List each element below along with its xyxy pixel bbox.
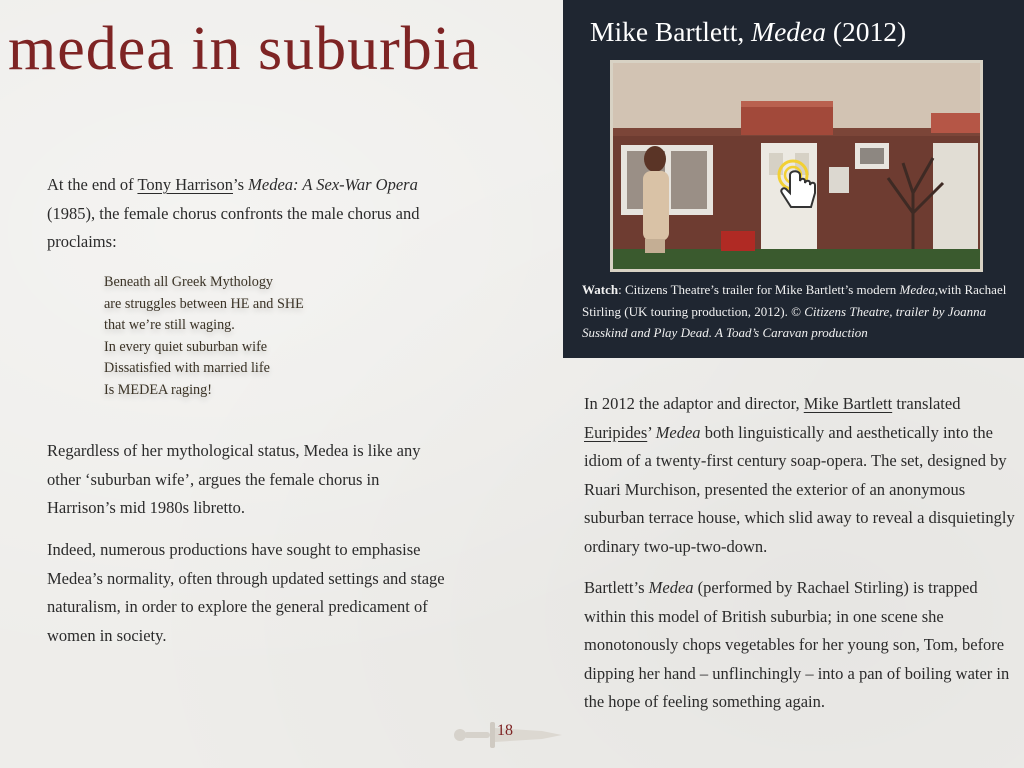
video-title (590, 16, 906, 48)
video-thumbnail[interactable] (610, 60, 983, 272)
work-title: Medea: A Sex-War Opera (248, 175, 418, 194)
poem-line: Is MEDEA raging! (104, 381, 212, 398)
body-paragraph (584, 390, 1018, 561)
intro-text: (1985), the female chorus confronts the male chorus and proclaims: (47, 203, 420, 251)
body-italic: Medea (648, 578, 694, 597)
video-panel (563, 0, 1024, 358)
page-title: medea in suburbia (8, 15, 480, 83)
body-text: ’ (647, 422, 656, 442)
page-number-ornament (452, 718, 564, 752)
poem-line: In every quiet suburban wife (104, 338, 268, 355)
poem-line: Beneath all Greek Mythology (104, 274, 274, 290)
euripides-link[interactable]: Euripides (584, 422, 648, 442)
caption-italic: Medea (899, 282, 935, 297)
intro-text: ’s (232, 175, 249, 194)
poem-line: Dissatisfied with married life (104, 360, 270, 377)
mike-bartlett-link[interactable]: Mike Bartlett (803, 394, 893, 413)
body-italic: Medea (655, 422, 701, 442)
tap-hand-icon (775, 159, 823, 215)
video-title-italic: Medea (751, 16, 826, 47)
tony-harrison-link[interactable]: Tony Harrison (137, 175, 233, 194)
body-text: In 2012 the adaptor and director, (584, 394, 804, 413)
body-text: both linguistically and aesthetically into the idiom of a twenty-first century soap-opera. The set, designed by Ruari Murchison, presented the exterior of an anonymous suburban terrace house, which slid away to reveal a disquietingly ordinary two-up-two-down. (584, 422, 1015, 556)
video-title-text: Mike Bartlett, (590, 16, 752, 47)
page-number: 18 (497, 722, 513, 739)
body-text: (performed by Rachael Stirling) is trapped within this model of British suburbia; in one scene she monotonously chops vegetables for her young son, Tom, before dipping her hand – unflinchingly – into a pan of boiling water in the hope of feeling something again. (584, 578, 1010, 711)
poem-line: that we’re still waging. (104, 317, 235, 334)
caption-italic: Citizens Theatre, trailer by Joanna Susskind and Play Dead. A Toad’s Caravan production (582, 303, 987, 340)
poem-quote (104, 272, 304, 402)
video-title-text: (2012) (825, 16, 907, 47)
caption-text: ,with Rachael Stirling (UK touring production, 2012). © (582, 282, 1007, 319)
caption-text: : Citizens Theatre’s trailer for Mike Bartlett’s modern (618, 282, 900, 297)
body-paragraph: Regardless of her mythological status, Medea is like any other ‘suburban wife’, argues the female chorus in Harrison’s mid 1980s libretto. (47, 441, 421, 517)
poem-line: are struggles between HE and SHE (104, 295, 304, 312)
intro-paragraph (47, 171, 467, 257)
watch-label: Watch (582, 282, 619, 297)
video-caption (582, 279, 1014, 344)
body-text: Bartlett’s (584, 578, 649, 597)
body-paragraph (584, 574, 1018, 717)
body-text: translated (892, 394, 961, 413)
body-paragraph: Indeed, numerous productions have sought to emphasise Medea’s normality, often through updated settings and stage naturalism, in order to explore the general predicament of women in society. (47, 540, 445, 645)
intro-text: At the end of (47, 175, 138, 194)
